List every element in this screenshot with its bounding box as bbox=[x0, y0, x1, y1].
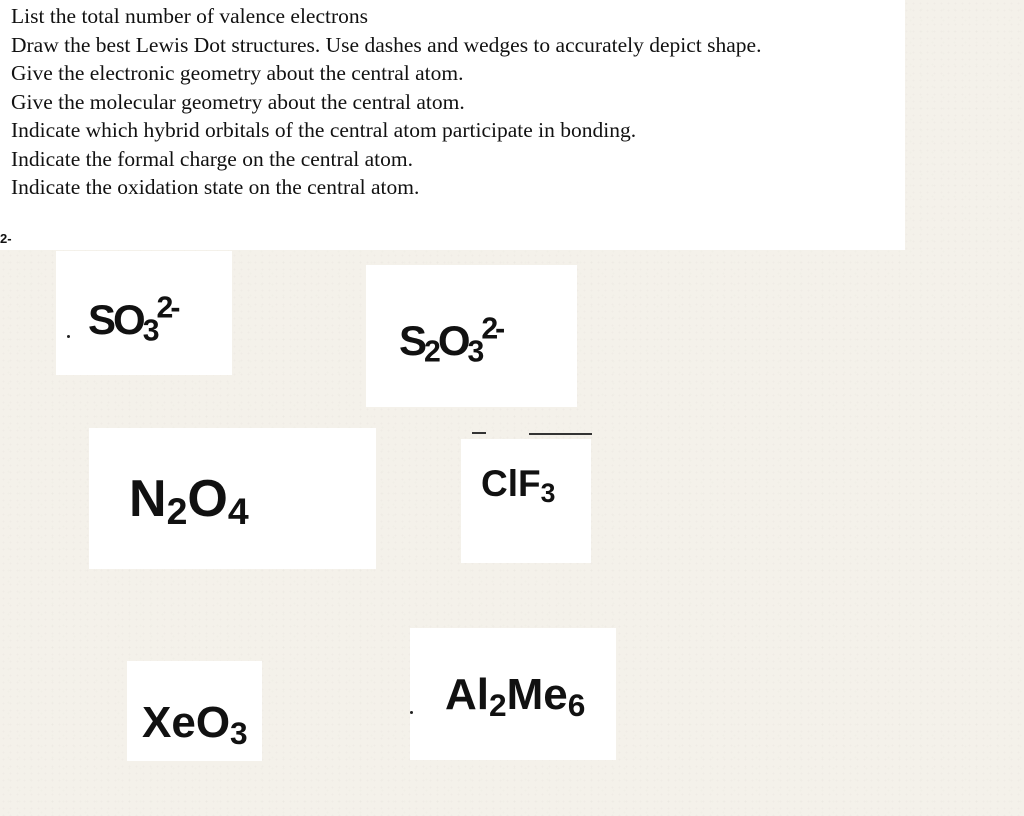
xeo3-symbol: XeO bbox=[142, 698, 231, 747]
instruction-hybrid-orbitals: Indicate which hybrid orbitals of the central atom participate in bonding. bbox=[11, 118, 637, 142]
formula-s2o3 bbox=[399, 312, 503, 369]
s2o3-charge: 2- bbox=[481, 312, 503, 346]
al2me6-subscript-2: 2 bbox=[489, 686, 507, 723]
formula-so3 bbox=[88, 291, 178, 348]
so3-symbol: SO bbox=[88, 296, 143, 343]
n2o4-subscript-2: 2 bbox=[166, 490, 188, 533]
stray-mark bbox=[472, 432, 486, 434]
al2me6-subscript-6: 6 bbox=[567, 686, 586, 723]
formula-n2o4 bbox=[129, 470, 249, 533]
instruction-valence: List the total number of valence electrons bbox=[11, 4, 369, 28]
formula-xeo3 bbox=[142, 698, 248, 751]
stray-dot bbox=[410, 711, 413, 714]
instruction-molecular-geometry: Give the molecular geometry about the central atom. bbox=[11, 90, 465, 114]
instruction-lewis: Draw the best Lewis Dot structures. Use dashes and wedges to accurately depict shape. bbox=[11, 33, 762, 57]
stray-dot bbox=[67, 335, 70, 338]
instruction-oxidation-state: Indicate the oxidation state on the central atom. bbox=[11, 175, 420, 199]
so3-subscript: 3 bbox=[142, 314, 157, 348]
instructions-panel bbox=[0, 0, 905, 250]
al2me6-symbol-me: Me bbox=[506, 670, 568, 719]
xeo3-subscript: 3 bbox=[230, 714, 248, 751]
card-so3 bbox=[56, 251, 232, 375]
card-n2o4 bbox=[89, 428, 376, 569]
card-al2me6 bbox=[410, 628, 616, 760]
instruction-electronic-geometry: Give the electronic geometry about the central atom. bbox=[11, 61, 464, 85]
al2me6-symbol-al: Al bbox=[445, 670, 489, 719]
edge-charge-label: 2- bbox=[0, 231, 12, 246]
s2o3-symbol-o: O bbox=[437, 317, 468, 364]
n2o4-symbol-o: O bbox=[187, 470, 228, 528]
formula-clf3 bbox=[481, 463, 556, 508]
n2o4-symbol-n: N bbox=[129, 470, 167, 528]
so3-charge: 2- bbox=[156, 291, 178, 325]
s2o3-subscript-2: 2 bbox=[424, 335, 438, 369]
instruction-formal-charge: Indicate the formal charge on the central atom. bbox=[11, 147, 413, 171]
stray-line bbox=[529, 433, 592, 435]
s2o3-subscript-3: 3 bbox=[467, 335, 482, 369]
clf3-subscript: 3 bbox=[540, 477, 556, 508]
card-clf3 bbox=[461, 439, 591, 563]
formula-al2me6 bbox=[445, 670, 586, 723]
card-xeo3 bbox=[127, 661, 262, 761]
clf3-symbol: ClF bbox=[481, 463, 541, 504]
s2o3-symbol-s: S bbox=[399, 317, 425, 364]
card-s2o3 bbox=[366, 265, 577, 407]
n2o4-subscript-4: 4 bbox=[227, 490, 249, 533]
